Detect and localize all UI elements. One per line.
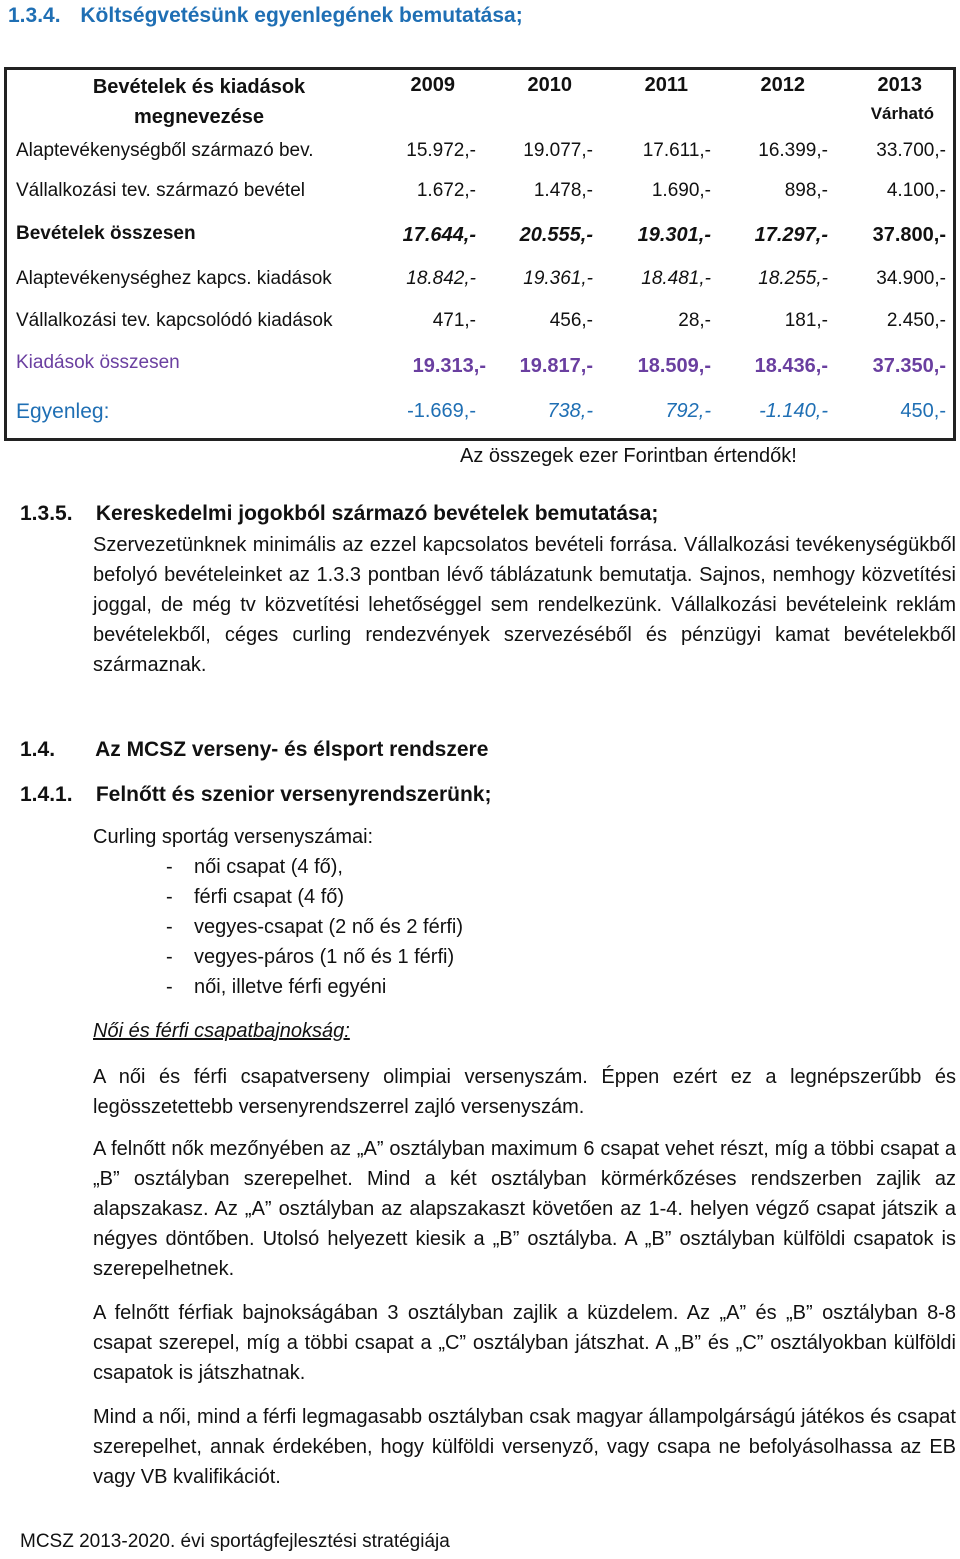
section-number: 1.3.5. — [20, 502, 73, 525]
section-1-3-5-body: Szervezetünknek minimális az ezzel kapcsolatos bevételi forrása. Vállalkozási tevékenységükből befolyó bevételeinket az 1.3.3 pontban lévő táblázatunk bemutatja. Sajnos, nemhogy közvetítési joggal, de még tv közvetítési lehetőséggel sem rendelkezünk. Vállalkozási bevételeink reklám bevételekből, céges curling rendezvények szervezéséből és pénzügyi kamat bevételekből származnak. — [93, 534, 956, 676]
cell-value: 17.611,- — [642, 140, 711, 161]
cell-value: 450,- — [900, 400, 946, 422]
year-2013-note: Várható — [870, 104, 934, 123]
cell-value: 19.301,- — [637, 224, 711, 246]
section-title: Felnőtt és szenior versenyrendszerünk; — [95, 783, 492, 806]
cell-value: 18.255,- — [758, 268, 828, 289]
list-dash: - — [166, 856, 173, 878]
table-header-label — [4, 72, 394, 132]
year-2013: 2013 — [877, 74, 922, 96]
cell-value: 18.842,- — [406, 268, 476, 289]
row-label-balance: Egyenleg: — [16, 400, 110, 423]
section-title: Költségvetésünk egyenlegének bemutatása; — [80, 4, 523, 27]
cell-value: 738,- — [547, 400, 593, 422]
list-dash: - — [166, 946, 173, 968]
section-number: 1.3.4. — [8, 4, 61, 27]
cell-value: 4.100,- — [886, 180, 946, 201]
row-label-income-total: Bevételek összesen — [16, 223, 196, 244]
row-label: Alaptevékenységhez kapcs. kiadások — [16, 268, 332, 289]
curling-intro: Curling sportág versenyszámai: — [93, 826, 374, 848]
section-1-4-heading — [20, 738, 488, 762]
list-item-text: női csapat (4 fő), — [194, 856, 343, 878]
list-dash: - — [166, 976, 173, 998]
list-dash: - — [166, 916, 173, 938]
list-dash: - — [166, 886, 173, 908]
cell-value: 16.399,- — [758, 140, 828, 161]
cell-value: 37.350,- — [872, 355, 946, 377]
year-2011: 2011 — [644, 74, 688, 96]
cell-value: 456,- — [549, 310, 593, 331]
list-item-text: vegyes-páros (1 nő és 1 férfi) — [194, 946, 455, 968]
section-number: 1.4.1. — [20, 783, 73, 806]
cell-value: 181,- — [784, 310, 828, 331]
year-2009: 2009 — [410, 74, 455, 96]
list-item-text: férfi csapat (4 fő) — [194, 886, 345, 908]
cell-value: 34.900,- — [876, 268, 946, 289]
paragraph: A felnőtt férfiak bajnokságában 3 osztályban zajlik a küzdelem. Az „A” és „B” osztályban 8-8 csapat szerepel, míg a többi csapat a „C” osztályban játszhat. A „B” és „C” osztályokban külföldi csapatok is játszhatnak. — [93, 1302, 956, 1384]
subheading-team-championship: Női és férfi csapatbajnokság: — [93, 1020, 350, 1042]
section-1-3-4-heading — [8, 4, 523, 28]
cell-value: 2.450,- — [886, 310, 946, 331]
row-label: Vállalkozási tev. kapcsolódó kiadások — [16, 310, 333, 331]
header-label-line2: megnevezése — [133, 106, 265, 128]
cell-value: 18.436,- — [754, 355, 828, 377]
paragraph: Mind a női, mind a férfi legmagasabb osztályban csak magyar állampolgárságú játékos és csapat szerepelhet, annak érdekében, hogy külföldi versenyző, vagy csapa ne befolyásolhassa az EB vagy VB kvalifikációt. — [93, 1406, 956, 1488]
cell-value: 18.509,- — [637, 355, 711, 377]
year-2010: 2010 — [527, 74, 572, 96]
year-2012: 2012 — [760, 74, 805, 96]
list-item-text: női, illetve férfi egyéni — [194, 976, 387, 998]
list-item-text: vegyes-csapat (2 nő és 2 férfi) — [194, 916, 464, 938]
paragraph: A felnőtt nők mezőnyében az „A” osztályban maximum 6 csapat vehet részt, míg a többi csapat a „B” osztályban szerepelhet. Mind a két osztályban körmérkőzéses rendszerben zajlik az alapszakasz. Az „A” osztályban az alapszakaszt követően az 1-4. helyen végző csapat játszik a négyes döntőben. Utolsó helyezett kiesik a „B” osztályba. A „B” osztályban külföldi csapatok is szerepelhetnek. — [93, 1138, 956, 1280]
cell-value: 20.555,- — [519, 224, 593, 246]
cell-value: 898,- — [784, 180, 828, 201]
section-title: Kereskedelmi jogokból származó bevételek bemutatása; — [95, 502, 659, 525]
row-label: Alaptevékenységből származó bev. — [16, 140, 314, 161]
header-label-line1: Bevételek és kiadások — [92, 76, 306, 98]
row-label-expense-total: Kiadások összesen — [16, 352, 180, 373]
cell-value: -1.669,- — [407, 400, 476, 422]
cell-value: 19.817,- — [519, 355, 593, 377]
section-number: 1.4. — [20, 738, 56, 761]
cell-value: 19.361,- — [523, 268, 593, 289]
cell-value: 37.800,- — [872, 224, 946, 246]
cell-value: 19.313,- — [412, 355, 486, 377]
cell-value: 1.478,- — [533, 180, 593, 201]
cell-value: 471,- — [432, 310, 476, 331]
paragraph: A női és férfi csapatverseny olimpiai versenyszám. Éppen ezért ez a legnépszerűbb és legösszetettebb versenyrendszerrel zajló versenyszám. — [93, 1066, 956, 1118]
cell-value: 1.672,- — [416, 180, 476, 201]
cell-value: 1.690,- — [651, 180, 711, 201]
row-label: Vállalkozási tev. származó bevétel — [16, 180, 305, 201]
cell-value: 33.700,- — [876, 140, 946, 161]
page-footer: MCSZ 2013-2020. évi sportágfejlesztési stratégiája — [20, 1531, 450, 1552]
section-1-4-1-heading — [20, 783, 491, 807]
table-note: Az összegek ezer Forintban értendők! — [460, 445, 797, 467]
cell-value: 28,- — [678, 310, 711, 331]
cell-value: -1.140,- — [759, 400, 828, 422]
cell-value: 19.077,- — [523, 140, 593, 161]
cell-value: 18.481,- — [641, 268, 711, 289]
cell-value: 15.972,- — [406, 140, 476, 161]
cell-value: 17.297,- — [754, 224, 828, 246]
section-1-3-5-heading — [20, 502, 658, 526]
cell-value: 792,- — [665, 400, 711, 422]
cell-value: 17.644,- — [402, 224, 476, 246]
section-title: Az MCSZ verseny- és élsport rendszere — [95, 738, 489, 761]
